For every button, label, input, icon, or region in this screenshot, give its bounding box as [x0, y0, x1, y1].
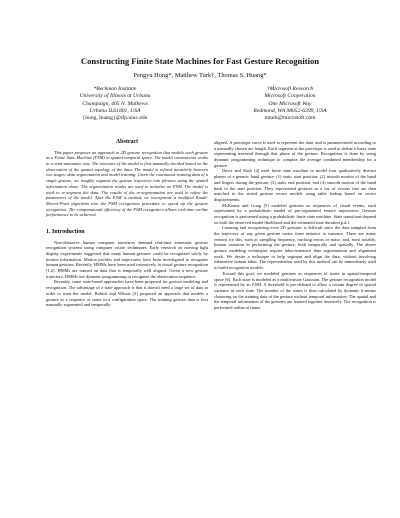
intro-paragraph-2: Recently, some state-based approaches have been proposed for gesture modeling and recognition. The advantage of a state approach is that it doesn't need a large set of data in order to train the model. Bobick and Wilson [3] proposed an approach that models a gesture as a sequence of states in a configuration space. The training gesture data is first manually segmented and temporally: [46, 279, 208, 308]
right-paragraph-2: Davis and Shah [4] used finite state machine to model four qualitatively distinct phases of a generic hand gesture: (1) static start position, (2) smooth motion of the hand and fingers during the gesture, (3) static end position, and (4) smooth motion of the hand back to the start position. They represented gestures as a list of vectors that are then matched to the stored gesture vector models using table lookup based on vector displacements.: [214, 168, 376, 202]
section-heading-introduction: 1. Introduction: [46, 228, 85, 235]
abstract-heading: Abstract: [115, 139, 139, 145]
right-paragraph-5: Toward this goal, we modeled gestures as sequences of states in spatial-temporal space [6]. Each state is modeled as a multivariate Gaussian. The gesture recognition model is represented by an FSM. A threshold is pre-defined to allow a certain degree of spatial variance in each state. The number of the states is then calculated by dynamic k-means clustering on the training data of the gesture without temporal information. The spatial and the temporal information of the gestures are learned together iteratively. The recognition is performed online at frame: [214, 270, 376, 310]
affiliation-right-line2: One Microsoft Way: [268, 100, 312, 107]
author-list: Pengyu Hong*, Matthew Turk†, Thomas S. Huang*: [133, 72, 267, 79]
affiliation-right-email: mturk@microsoft.com: [264, 115, 316, 122]
right-column: [214, 140, 376, 311]
affiliation-left-name: *Beckman Institute: [93, 86, 137, 92]
affiliation-right-line3: Redmond, WA 98052-6399, USA: [253, 107, 327, 114]
affiliation-right: [205, 86, 375, 122]
paper-title: Constructing Finite State Machines for Fast Gesture Recognition: [80, 56, 320, 66]
intro-paragraph-1: Non-obtrusive human computer interfaces demand real-time automatic gesture recognition systems using computer vision techniques. Early research on moving light display experiments suggested that many human gestures could be recognized solely by motion information. Motion profiles and trajectories have been investigated to recognize human gestures. Recently, HMMs have been used extensively in visual gesture recognition [1,2]. HMMs are trained on data that is temporally well aligned. Given a new gesture trajectory, HMMs use dynamic programming to recognize the observation sequence.: [46, 239, 208, 279]
left-column: [46, 140, 208, 308]
affiliation-left-line1: University of Illinois at Urbana: [79, 93, 151, 100]
right-paragraph-3: McKenna and Gong [5] modeled gestures as sequences of visual events, each represented by a probabilistic model of pre-segmented feature trajectories. Gesture recognition is performed using a probabilistic finite state machine. State transitions depend on both the observed model likelihood and the estimated state duration p.d.f.: [214, 202, 376, 225]
affiliation-left-email: {hong, huang}@ifp.uiuc.edu: [82, 115, 148, 122]
affiliation-right-name: †Microsoft Research: [266, 86, 314, 92]
affiliation-left-line3: Urbana IL61801, USA: [89, 107, 141, 114]
right-paragraph-1: aligned. A prototype curve is used to represent the data, and is parameterized according to a manually chosen arc length. Each segment of the prototype is used to define a fuzzy state representing traversal through that phase of the gesture. Recognition is done by using dynamic programming technique to compute the average combined membership for a gesture.: [214, 140, 376, 168]
right-paragraph-4: Learning and recognizing even 2D gestures is difficult since the data sampled from the trajectory of any given gesture varies from instance to instance. There are many reasons for this, such as sampling frequency, tracking errors or noise, and, most notably, human variation in performing the gesture, both temporally and spatially. The above gesture modeling techniques require labor-intensive data segmentation and alignment work. We desire a technique to help segment and align the data, without involving exhaustive human labor. The representation used by this method can be immediately used to build recognition models.: [214, 225, 376, 271]
affiliation-left: [30, 86, 200, 122]
abstract-text: This paper proposes an approach to 2D gesture recognition that models each gesture as a Finite State Machine (FSM) in spatial-temporal space. The model construction works in a semi-automatic way. The structure of the model is first manually decided based on the observation of the spatial topology of the data. The model is refined iteratively between two stages: data segmentation and model training. Given the continuous training data of a single gesture, we roughly segment the gesture trajectory into phrases using the spatial information alone. The segmentation results are used to initialize an FSM. The model is used to re-segment the data. The results of the re-segmentation are used to refine the parameters of the model. After the FSM is trained, we incorporate a modified Knuth-Morris-Pratt algorithm into the FSM recognition procedure to speed up the gesture recognition. The computational efficiency of the FSM recognizers allows real-time on-line performance to be achieved.: [46, 149, 208, 218]
affiliation-right-line1: Microsoft Cooperation: [264, 93, 316, 100]
affiliation-left-line2: Champaign, 405 N. Mathews: [82, 100, 148, 107]
